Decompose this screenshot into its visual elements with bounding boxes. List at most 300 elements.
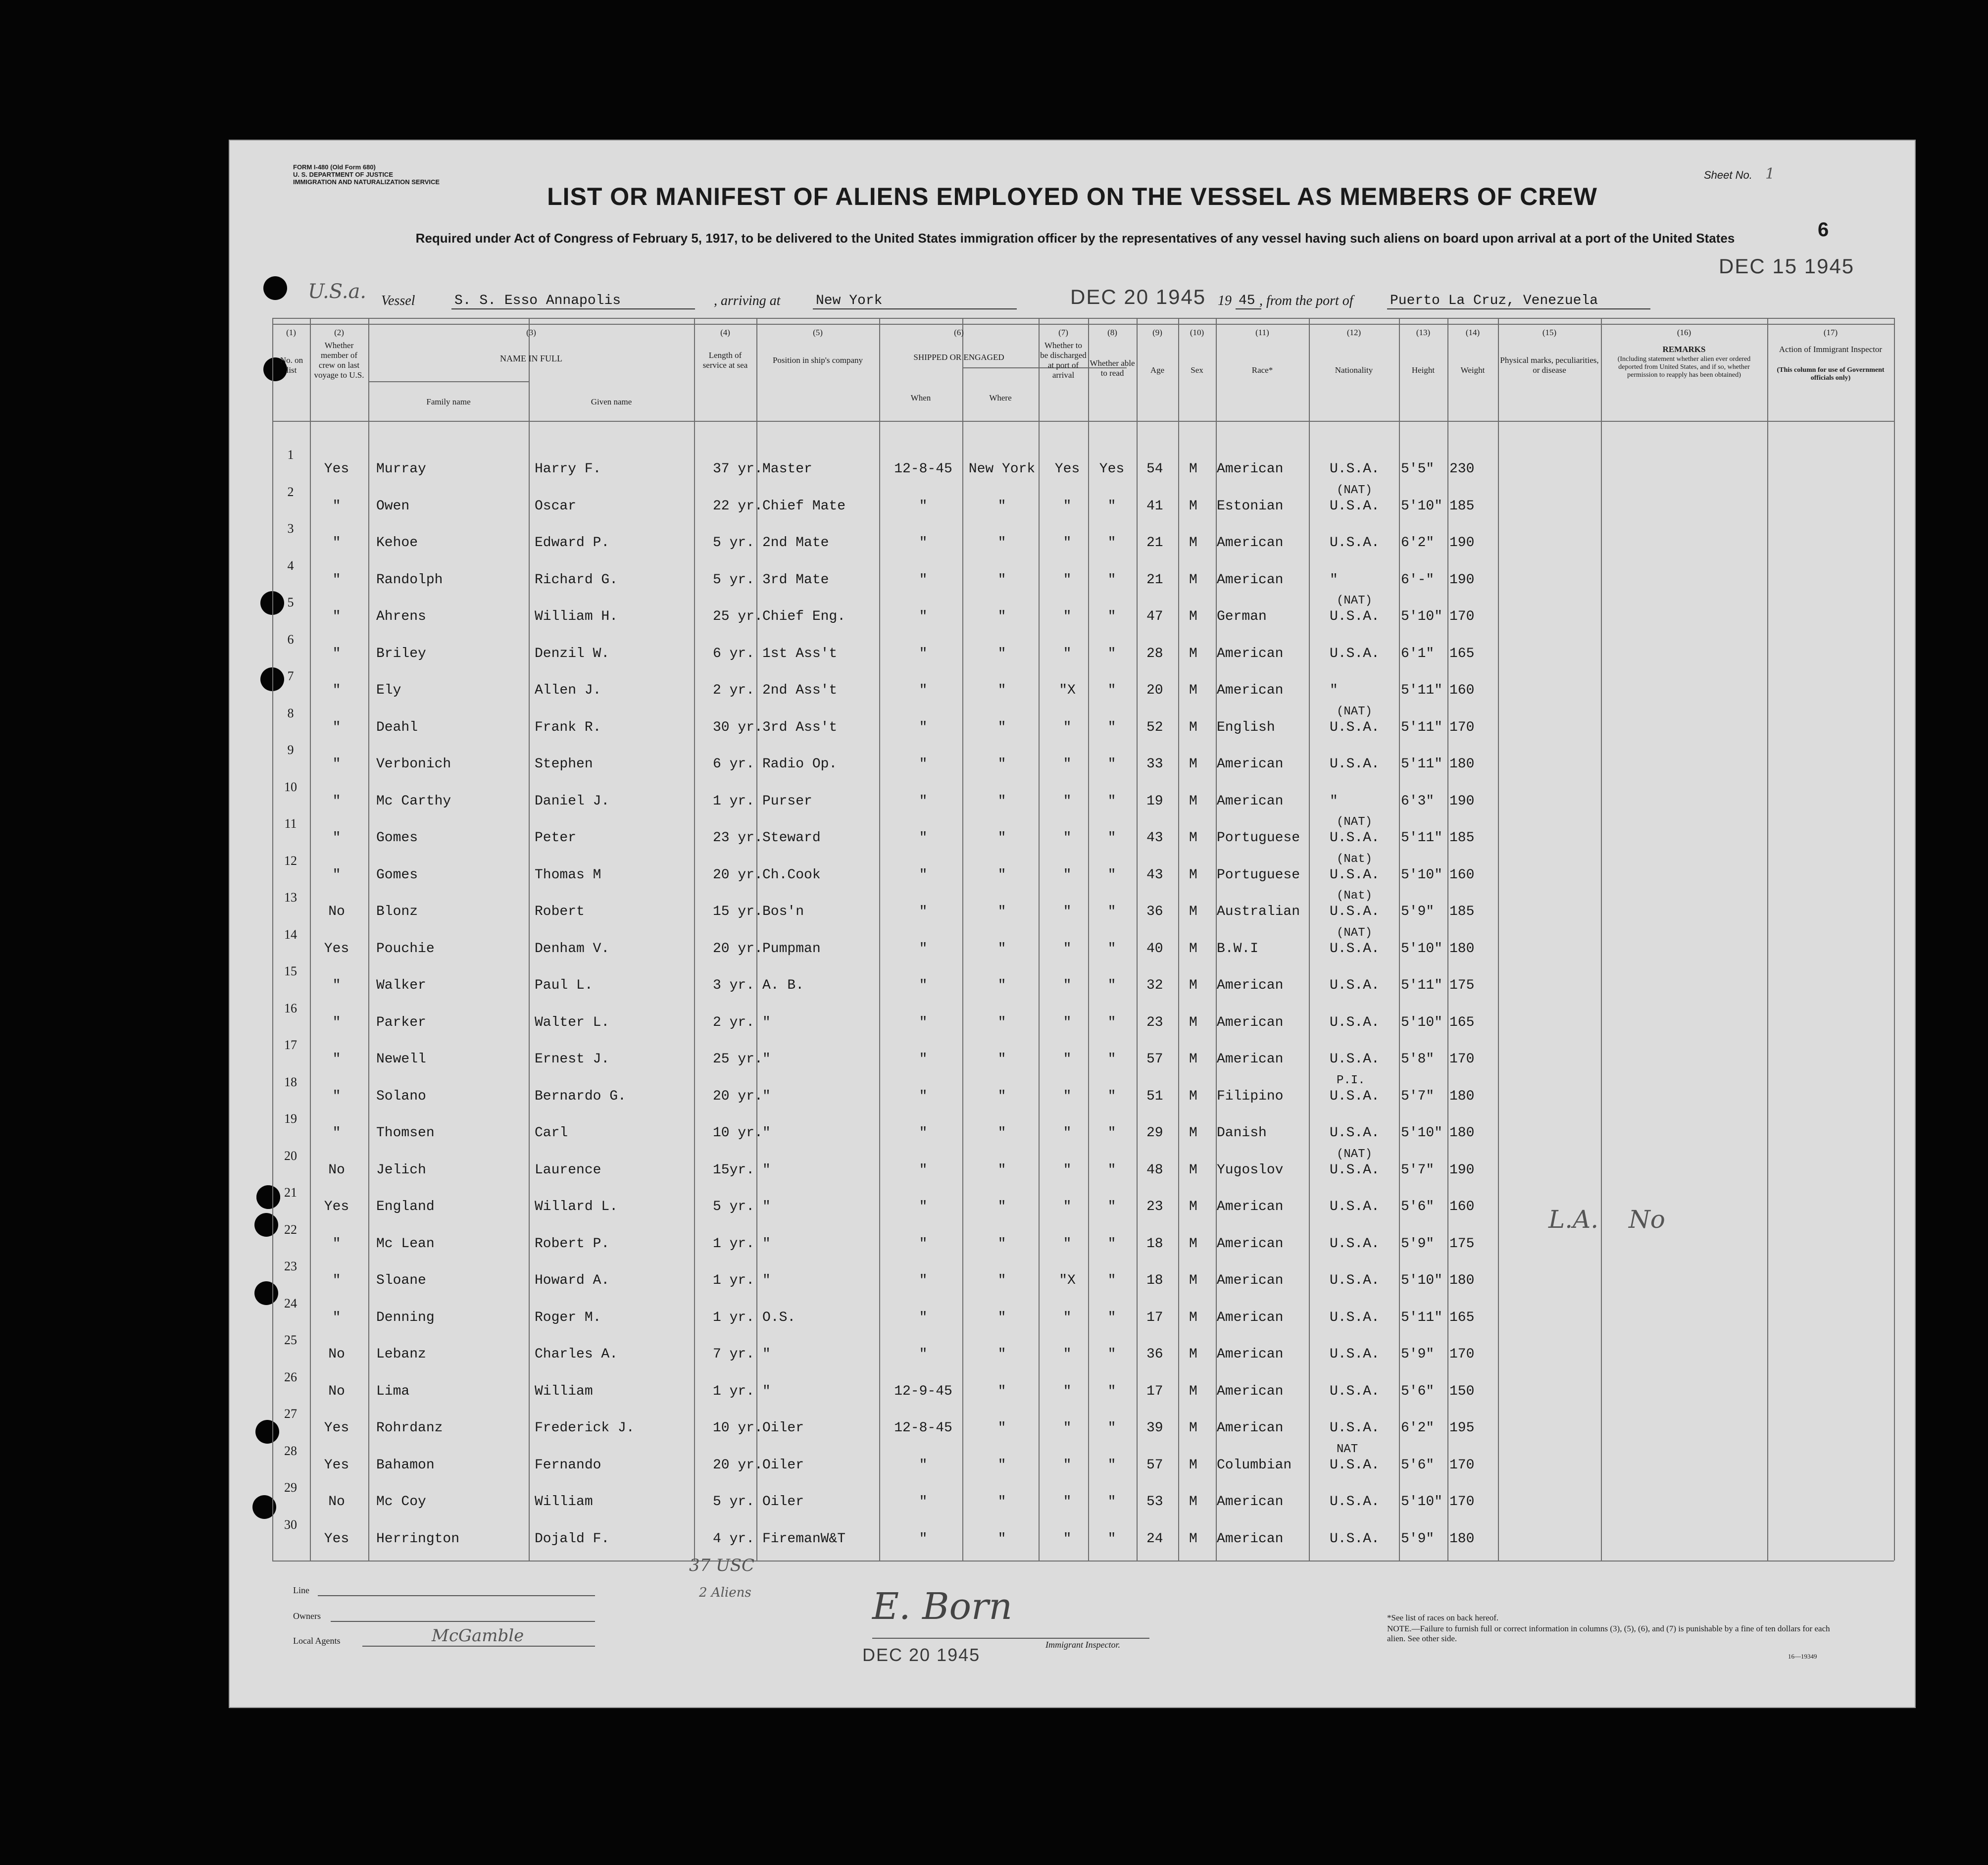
cell-sex: M (1189, 646, 1197, 661)
cell-discharge: " (1063, 646, 1072, 661)
cell-family: Parker (376, 1014, 426, 1030)
cell-service: 25 yr. (713, 609, 763, 624)
cell-when: " (919, 867, 928, 883)
col-number: (3) (526, 328, 536, 337)
cell-service: 5 yr. (713, 1494, 755, 1510)
cell-sex: M (1189, 719, 1197, 735)
cell-position: " (762, 1162, 771, 1178)
cell-age: 39 (1146, 1420, 1163, 1436)
cell-last: " (332, 1273, 341, 1288)
cell-given: Willard L. (535, 1199, 618, 1214)
cell-discharge: " (1063, 904, 1072, 919)
cell-weight: 160 (1449, 683, 1475, 698)
cell-nat: U.S.A. (1330, 461, 1380, 477)
cell-nat-note: (Nat) (1337, 889, 1373, 903)
col-head-shipped: SHIPPED OR ENGAGED (913, 353, 1004, 362)
cell-weight: 170 (1449, 719, 1475, 735)
col-number: (1) (286, 328, 296, 337)
cell-family: Denning (376, 1310, 435, 1325)
cell-weight: 175 (1449, 1236, 1475, 1252)
cell-nat: U.S.A. (1330, 1052, 1380, 1067)
cell-discharge: " (1063, 1310, 1072, 1325)
cell-race: Portuguese (1217, 830, 1300, 846)
corner-number: 6 (1818, 219, 1829, 241)
cell-position: Ch.Cook (762, 867, 821, 883)
cell-when: " (919, 1052, 928, 1067)
cell-position: Chief Mate (762, 498, 846, 514)
cell-when: " (919, 1347, 928, 1362)
cell-nat: U.S.A. (1330, 1420, 1380, 1436)
cell-discharge: " (1063, 1199, 1072, 1214)
cell-race: American (1217, 1494, 1284, 1510)
cell-service: 6 yr. (713, 756, 755, 772)
cell-sex: M (1189, 1347, 1197, 1362)
cell-read: " (1107, 1420, 1116, 1436)
cell-family: Ahrens (376, 609, 426, 624)
cell-read: " (1107, 1014, 1116, 1030)
cell-when: " (919, 683, 928, 698)
cell-nat: " (1330, 572, 1338, 588)
cell-weight: 165 (1449, 1310, 1475, 1325)
cell-nat: " (1330, 793, 1338, 809)
cell-nat: U.S.A. (1330, 904, 1380, 919)
cell-nat: " (1330, 683, 1338, 698)
col-rule (1767, 318, 1768, 1561)
cell-where: " (997, 1236, 1006, 1252)
cell-height: 5'11" (1401, 683, 1443, 698)
cell-age: 36 (1146, 904, 1163, 919)
cell-where: " (997, 904, 1006, 919)
cell-discharge: " (1063, 535, 1072, 551)
cell-where: " (997, 1310, 1006, 1325)
sheet-value: 1 (1765, 165, 1775, 183)
cell-position: 1st Ass't (762, 646, 838, 661)
cell-read: " (1107, 1531, 1116, 1547)
col-head-weight: Weight (1460, 365, 1485, 375)
cell-when: " (919, 904, 928, 919)
cell-read: " (1107, 904, 1116, 919)
cell-race: Yugoslov (1217, 1162, 1284, 1178)
cell-race: American (1217, 683, 1284, 698)
cell-where: " (997, 1162, 1006, 1178)
cell-weight: 180 (1449, 941, 1475, 957)
cell-height: 5'9" (1401, 904, 1435, 919)
col-number: (14) (1465, 328, 1480, 337)
cell-position: 2nd Mate (762, 535, 829, 551)
cell-last: No (328, 1162, 345, 1178)
cell-nat: U.S.A. (1330, 1162, 1380, 1178)
cell-age: 53 (1146, 1494, 1163, 1510)
cell-no: 1 (287, 448, 294, 462)
cell-sex: M (1189, 683, 1197, 698)
cell-family: Sloane (376, 1273, 426, 1288)
col-number: (15) (1542, 328, 1557, 337)
cell-last: " (332, 535, 341, 551)
cell-height: 5'9" (1401, 1236, 1435, 1252)
cell-height: 6'2" (1401, 535, 1435, 551)
cell-weight: 170 (1449, 1457, 1475, 1473)
remark-no: No (1629, 1205, 1665, 1234)
cell-no: 2 (287, 484, 294, 499)
cell-race: American (1217, 1383, 1284, 1399)
cell-service: 10 yr. (713, 1125, 763, 1141)
cell-no: 30 (284, 1517, 297, 1532)
cell-age: 19 (1146, 793, 1163, 809)
cell-race: American (1217, 1531, 1284, 1547)
col-number: (13) (1416, 328, 1431, 337)
col-rule (1601, 318, 1602, 1561)
cell-race: German (1217, 609, 1267, 624)
cell-where: " (997, 1531, 1006, 1547)
cell-last: No (328, 1347, 345, 1362)
cell-last: No (328, 1494, 345, 1510)
cell-race: American (1217, 646, 1284, 661)
cell-service: 23 yr. (713, 830, 763, 846)
cell-age: 33 (1146, 756, 1163, 772)
cell-read: " (1107, 1052, 1116, 1067)
cell-no: 26 (284, 1369, 297, 1384)
cell-service: 15 yr. (713, 904, 763, 919)
cell-service: 1 yr. (713, 1310, 755, 1325)
cell-position: " (762, 1347, 771, 1362)
cell-service: 20 yr. (713, 1457, 763, 1473)
agents-rule (362, 1646, 595, 1647)
cell-when: 12-9-45 (894, 1383, 952, 1399)
cell-nat: U.S.A. (1330, 719, 1380, 735)
col-rule (1894, 318, 1895, 1561)
cell-family: Mc Lean (376, 1236, 435, 1252)
line-label: Line (293, 1585, 309, 1595)
cell-given: Richard G. (535, 572, 618, 588)
cell-sex: M (1189, 572, 1197, 588)
cell-given: Daniel J. (535, 793, 610, 809)
cell-read: " (1107, 1383, 1116, 1399)
cell-discharge: " (1063, 978, 1072, 993)
arrival-stamp: DEC 20 1945 (1070, 285, 1206, 308)
cell-discharge: Yes (1054, 461, 1080, 477)
cell-position: Oiler (762, 1457, 804, 1473)
col-head-family: Family name (426, 397, 471, 406)
cell-last: Yes (324, 1531, 349, 1547)
cell-when: " (919, 609, 928, 624)
cell-where: " (997, 978, 1006, 993)
cell-family: Solano (376, 1088, 426, 1104)
cell-no: 19 (284, 1111, 297, 1126)
cell-height: 5'10" (1401, 1494, 1443, 1510)
cell-read: " (1107, 646, 1116, 661)
cell-nat: U.S.A. (1330, 1014, 1380, 1030)
cell-position: Master (762, 461, 812, 477)
cell-where: " (997, 941, 1006, 957)
cell-last: Yes (324, 1420, 349, 1436)
cell-discharge: "X (1059, 683, 1076, 698)
cell-discharge: " (1063, 719, 1072, 735)
cell-height: 6'2" (1401, 1420, 1435, 1436)
owners-rule (331, 1621, 595, 1622)
cell-age: 41 (1146, 498, 1163, 514)
col-number: (16) (1677, 328, 1691, 337)
hand-mark: U.S.a. (308, 280, 367, 303)
cell-where: " (997, 793, 1006, 809)
cell-read: " (1107, 793, 1116, 809)
cell-discharge: " (1063, 1383, 1072, 1399)
cell-sex: M (1189, 1125, 1197, 1141)
cell-discharge: " (1063, 1236, 1072, 1252)
cell-service: 20 yr. (713, 867, 763, 883)
subhead-rule (368, 381, 529, 382)
cell-race: American (1217, 461, 1284, 477)
cell-age: 17 (1146, 1310, 1163, 1325)
cell-given: Howard A. (535, 1273, 610, 1288)
cell-when: " (919, 1236, 928, 1252)
cell-nat: U.S.A. (1330, 978, 1380, 993)
col-rule (1039, 318, 1040, 1561)
print-code: 16—19349 (1788, 1653, 1817, 1660)
hand-note-2: 2 Aliens (699, 1585, 751, 1600)
cell-race: English (1217, 719, 1275, 735)
cell-no: 23 (284, 1259, 297, 1273)
cell-weight: 180 (1449, 1125, 1475, 1141)
cell-service: 2 yr. (713, 683, 755, 698)
col-number: (12) (1346, 328, 1361, 337)
cell-weight: 190 (1449, 535, 1475, 551)
cell-weight: 185 (1449, 904, 1475, 919)
cell-read: " (1107, 683, 1116, 698)
cell-race: American (1217, 793, 1284, 809)
col-head-no: No. on list (280, 355, 303, 375)
cell-given: Dojald F. (535, 1531, 610, 1547)
cell-read: " (1107, 1457, 1116, 1473)
table-rule (272, 1561, 1894, 1562)
col-rule (272, 318, 273, 1561)
cell-discharge: " (1063, 1531, 1072, 1547)
cell-nat: U.S.A. (1330, 1199, 1380, 1214)
cell-last: " (332, 1014, 341, 1030)
from-label: , from the port of (1259, 293, 1353, 308)
cell-position: " (762, 1236, 771, 1252)
cell-position: FiremanW&T (762, 1531, 846, 1547)
cell-weight: 195 (1449, 1420, 1475, 1436)
cell-when: " (919, 941, 928, 957)
cell-weight: 230 (1449, 461, 1475, 477)
cell-no: 9 (287, 743, 294, 757)
cell-where: " (997, 867, 1006, 883)
cell-read: " (1107, 535, 1116, 551)
cell-race: American (1217, 1199, 1284, 1214)
cell-nat: U.S.A. (1330, 941, 1380, 957)
cell-when: " (919, 535, 928, 551)
cell-discharge: " (1063, 1494, 1072, 1510)
col-rule (1178, 318, 1179, 1561)
cell-read: " (1107, 1162, 1116, 1178)
col-number: (5) (813, 328, 823, 337)
cell-family: Briley (376, 646, 426, 661)
page-subtitle: Required under Act of Congress of February 5, 1917, to be delivered to the United States immigration officer by the representatives of any vessel having such aliens on board upon arrival at a port of the United States (415, 231, 1735, 246)
cell-family: Blonz (376, 904, 418, 919)
cell-age: 40 (1146, 941, 1163, 957)
cell-family: Lima (376, 1383, 410, 1399)
cell-discharge: " (1063, 1052, 1072, 1067)
cell-no: 15 (284, 964, 297, 978)
col-number: (4) (720, 328, 730, 337)
cell-discharge: " (1063, 1014, 1072, 1030)
cell-sex: M (1189, 904, 1197, 919)
cell-position: 3rd Ass't (762, 719, 838, 735)
cell-last: " (332, 683, 341, 698)
cell-height: 6'3" (1401, 793, 1435, 809)
vessel-line (229, 254, 1916, 318)
cell-last: " (332, 1052, 341, 1067)
cell-race: American (1217, 1052, 1284, 1067)
cell-position: Chief Eng. (762, 609, 846, 624)
cell-position: Radio Op. (762, 756, 838, 772)
cell-height: 5'9" (1401, 1347, 1435, 1362)
cell-sex: M (1189, 867, 1197, 883)
cell-no: 3 (287, 521, 294, 536)
cell-last: " (332, 609, 341, 624)
cell-where: " (997, 1088, 1006, 1104)
vessel-name: S. S. Esso Annapolis (451, 293, 695, 309)
cell-service: 20 yr. (713, 1088, 763, 1104)
col-number: (11) (1255, 328, 1269, 337)
cell-nat: U.S.A. (1330, 1125, 1380, 1141)
cell-where: " (997, 1494, 1006, 1510)
cell-age: 43 (1146, 830, 1163, 846)
cell-when: " (919, 830, 928, 846)
cell-discharge: " (1063, 1125, 1072, 1141)
cell-height: 5'11" (1401, 719, 1443, 735)
col-head-action: Action of Immigrant Inspector (1779, 345, 1883, 354)
cell-discharge: " (1063, 793, 1072, 809)
cell-family: Walker (376, 978, 426, 993)
cell-weight: 175 (1449, 978, 1475, 993)
cell-nat-note: (Nat) (1337, 852, 1373, 866)
cell-age: 32 (1146, 978, 1163, 993)
cell-when: " (919, 793, 928, 809)
cell-height: 5'9" (1401, 1531, 1435, 1547)
cell-height: 5'10" (1401, 498, 1443, 514)
cell-family: Ely (376, 683, 401, 698)
cell-sex: M (1189, 830, 1197, 846)
vessel-label: Vessel (381, 293, 415, 308)
col-head-position: Position in ship's company (772, 355, 863, 365)
cell-last: " (332, 498, 341, 514)
cell-age: 48 (1146, 1162, 1163, 1178)
cell-weight: 190 (1449, 572, 1475, 588)
cell-weight: 165 (1449, 646, 1475, 661)
cell-weight: 170 (1449, 1494, 1475, 1510)
cell-position: 2nd Ass't (762, 683, 838, 698)
table-rule (272, 318, 1894, 319)
cell-race: American (1217, 756, 1284, 772)
col-rule (310, 318, 311, 1561)
cell-given: Peter (535, 830, 577, 846)
cell-nat: U.S.A. (1330, 1494, 1380, 1510)
col-number: (2) (334, 328, 344, 337)
cell-race: Estonian (1217, 498, 1284, 514)
cell-where: " (997, 1420, 1006, 1436)
cell-service: 1 yr. (713, 1273, 755, 1288)
cell-sex: M (1189, 1420, 1197, 1436)
cell-no: 17 (284, 1038, 297, 1052)
col-head-sex: Sex (1191, 365, 1203, 375)
cell-given: Allen J. (535, 683, 601, 698)
cell-age: 17 (1146, 1383, 1163, 1399)
cell-age: 18 (1146, 1273, 1163, 1288)
cell-age: 57 (1146, 1052, 1163, 1067)
cell-height: 5'10" (1401, 1273, 1443, 1288)
cell-height: 5'6" (1401, 1457, 1435, 1473)
col-head-where: Where (989, 393, 1012, 403)
cell-weight: 190 (1449, 793, 1475, 809)
cell-weight: 180 (1449, 756, 1475, 772)
cell-when: " (919, 1310, 928, 1325)
cell-race: American (1217, 535, 1284, 551)
cell-where: " (997, 683, 1006, 698)
cell-when: " (919, 1457, 928, 1473)
cell-given: William (535, 1383, 593, 1399)
cell-discharge: " (1063, 756, 1072, 772)
cell-race: B.W.I (1217, 941, 1259, 957)
col-head-when: When (910, 393, 931, 403)
cell-sex: M (1189, 1457, 1197, 1473)
cell-last: " (332, 1236, 341, 1252)
col-number: (8) (1107, 328, 1117, 337)
cell-read: " (1107, 756, 1116, 772)
cell-service: 6 yr. (713, 646, 755, 661)
cell-race: American (1217, 1347, 1284, 1362)
col-number: (6) (954, 328, 964, 337)
cell-given: Roger M. (535, 1310, 601, 1325)
arriving-port: New York (813, 293, 1017, 309)
cell-no: 7 (287, 669, 294, 683)
cell-where: " (997, 1383, 1006, 1399)
cell-read: " (1107, 1125, 1116, 1141)
cell-family: Thomsen (376, 1125, 435, 1141)
col-rule (1447, 318, 1448, 1561)
cell-where: " (997, 1347, 1006, 1362)
cell-nat: U.S.A. (1330, 1273, 1380, 1288)
cell-service: 1 yr. (713, 1383, 755, 1399)
cell-last: " (332, 572, 341, 588)
cell-nat-note: (NAT) (1337, 1147, 1373, 1161)
cell-where: " (997, 535, 1006, 551)
cell-nat: U.S.A. (1330, 830, 1380, 846)
col-head-name: NAME IN FULL (500, 353, 562, 363)
cell-height: 5'7" (1401, 1088, 1435, 1104)
form-id: FORM I-480 (Old Form 680) (293, 163, 376, 171)
cell-age: 21 (1146, 535, 1163, 551)
cell-family: Verbonich (376, 756, 451, 772)
cell-family: Mc Carthy (376, 793, 451, 809)
cell-height: 6'-" (1401, 572, 1435, 588)
cell-given: Thomas M (535, 867, 601, 883)
cell-race: Columbian (1217, 1457, 1292, 1473)
col-rule (879, 318, 880, 1561)
cell-read: " (1107, 498, 1116, 514)
cell-discharge: " (1063, 609, 1072, 624)
cell-race: American (1217, 1236, 1284, 1252)
cell-weight: 185 (1449, 498, 1475, 514)
cell-nat: U.S.A. (1330, 756, 1380, 772)
cell-sex: M (1189, 498, 1197, 514)
inspector-rule (872, 1638, 1149, 1639)
cell-race: American (1217, 1310, 1284, 1325)
cell-given: Frederick J. (535, 1420, 635, 1436)
col-rule (1399, 318, 1400, 1561)
cell-no: 28 (284, 1443, 297, 1458)
cell-family: Kehoe (376, 535, 418, 551)
